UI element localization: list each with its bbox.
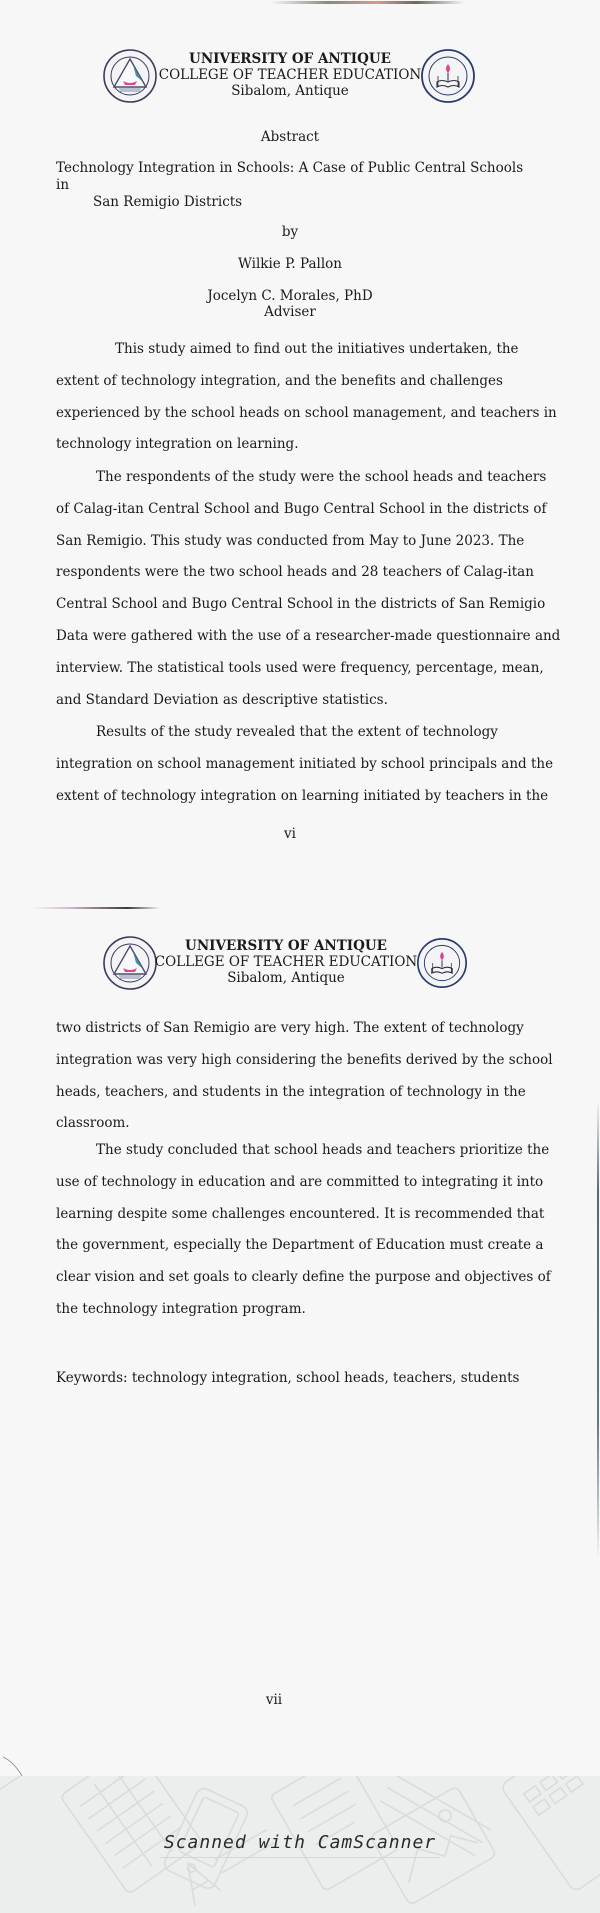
keywords-text: Keywords: technology integration, school heads, teachers, students [56, 1370, 520, 1386]
text-line: Data were gathered with the use of a researcher-made questionnaire and [56, 627, 561, 644]
abstract-heading: Abstract [260, 129, 320, 145]
college-name: COLLEGE OF TEACHER EDUCATION [158, 67, 422, 83]
text-line: interview. The statistical tools used were frequency, percentage, mean, [56, 659, 544, 676]
abstract-paragraph-4 [56, 1013, 553, 1140]
text-line: integration was very high considering the benefits derived by the school [56, 1051, 553, 1068]
text-line: integration on school management initiated by school principals and the [56, 755, 554, 772]
watermark-text [0, 1832, 600, 1853]
institution-location: Sibalom, Antique [227, 970, 345, 986]
text-line: use of technology in education and are committed to integrating it into [56, 1173, 544, 1190]
keywords [56, 1369, 526, 1387]
text-line: The study concluded that school heads and teachers prioritize the [96, 1142, 550, 1158]
page-number: vi [284, 826, 296, 842]
scan-smear [270, 1, 465, 4]
abstract-paragraph-3 [56, 717, 554, 812]
watermark-label: Scanned with CamScanner [160, 1832, 440, 1858]
institution-location: Sibalom, Antique [231, 83, 349, 99]
by-label: by [281, 224, 299, 240]
abstract-paragraph-5 [56, 1135, 551, 1326]
text-line: respondents were the two school heads and 28 teachers of Calag-itan [56, 564, 534, 581]
college-seal-icon [416, 937, 468, 989]
text-line: two districts of San Remigio are very high. The extent of technology [56, 1020, 524, 1036]
page-edge-shadow [597, 1100, 599, 1560]
text-line: classroom. [56, 1115, 130, 1132]
page-header [0, 48, 600, 118]
university-name: UNIVERSITY OF ANTIQUE [189, 51, 391, 67]
document-page-2 [0, 880, 600, 1775]
text-line: Results of the study revealed that the extent of technology [96, 724, 498, 740]
text-line: extent of technology integration on learning initiated by teachers in the [56, 787, 549, 804]
thesis-title [56, 160, 526, 211]
institution-heading [146, 938, 426, 986]
text-line: of Calag-itan Central School and Bugo Central School in the districts of [56, 500, 547, 517]
thesis-title-line-1: Technology Integration in Schools: A Case of Public Central Schools in [56, 160, 524, 193]
university-name: UNIVERSITY OF ANTIQUE [185, 938, 387, 954]
text-line: extent of technology integration, and the benefits and challenges [56, 372, 503, 389]
text-line: clear vision and set goals to clearly define the purpose and objectives of [56, 1269, 551, 1286]
adviser-role: Adviser [264, 304, 316, 320]
page-number: vii [265, 1692, 283, 1708]
text-line: and Standard Deviation as descriptive statistics. [56, 691, 388, 708]
camscanner-watermark-band [0, 1776, 600, 1913]
document-page-1 [0, 0, 600, 880]
scan-smear [30, 907, 160, 909]
text-line: the technology integration program. [56, 1300, 306, 1317]
abstract-paragraph-2 [56, 462, 561, 716]
text-line: This study aimed to find out the initiatives undertaken, the [115, 341, 519, 357]
adviser-name: Jocelyn C. Morales, PhD [207, 288, 373, 304]
text-line: Central School and Bugo Central School in the districts of San Remigio [56, 596, 546, 613]
text-line: learning despite some challenges encountered. It is recommended that [56, 1205, 545, 1222]
thesis-title-line-2: San Remigio Districts [93, 194, 243, 210]
college-seal-icon [420, 48, 476, 104]
page-corner-curl [2, 1756, 24, 1778]
abstract-paragraph-1 [56, 334, 557, 461]
page-header [0, 935, 600, 1005]
institution-heading [150, 51, 430, 99]
text-line: heads, teachers, and students in the integration of technology in the [56, 1083, 526, 1100]
text-line: technology integration on learning. [56, 436, 299, 453]
text-line: the government, especially the Department of Education must create a [56, 1237, 544, 1254]
text-line: The respondents of the study were the school heads and teachers [96, 469, 547, 485]
text-line: San Remigio. This study was conducted from May to June 2023. The [56, 532, 525, 549]
college-name: COLLEGE OF TEACHER EDUCATION [154, 954, 418, 970]
author-name: Wilkie P. Pallon [238, 256, 342, 272]
text-line: experienced by the school heads on school management, and teachers in [56, 404, 557, 421]
